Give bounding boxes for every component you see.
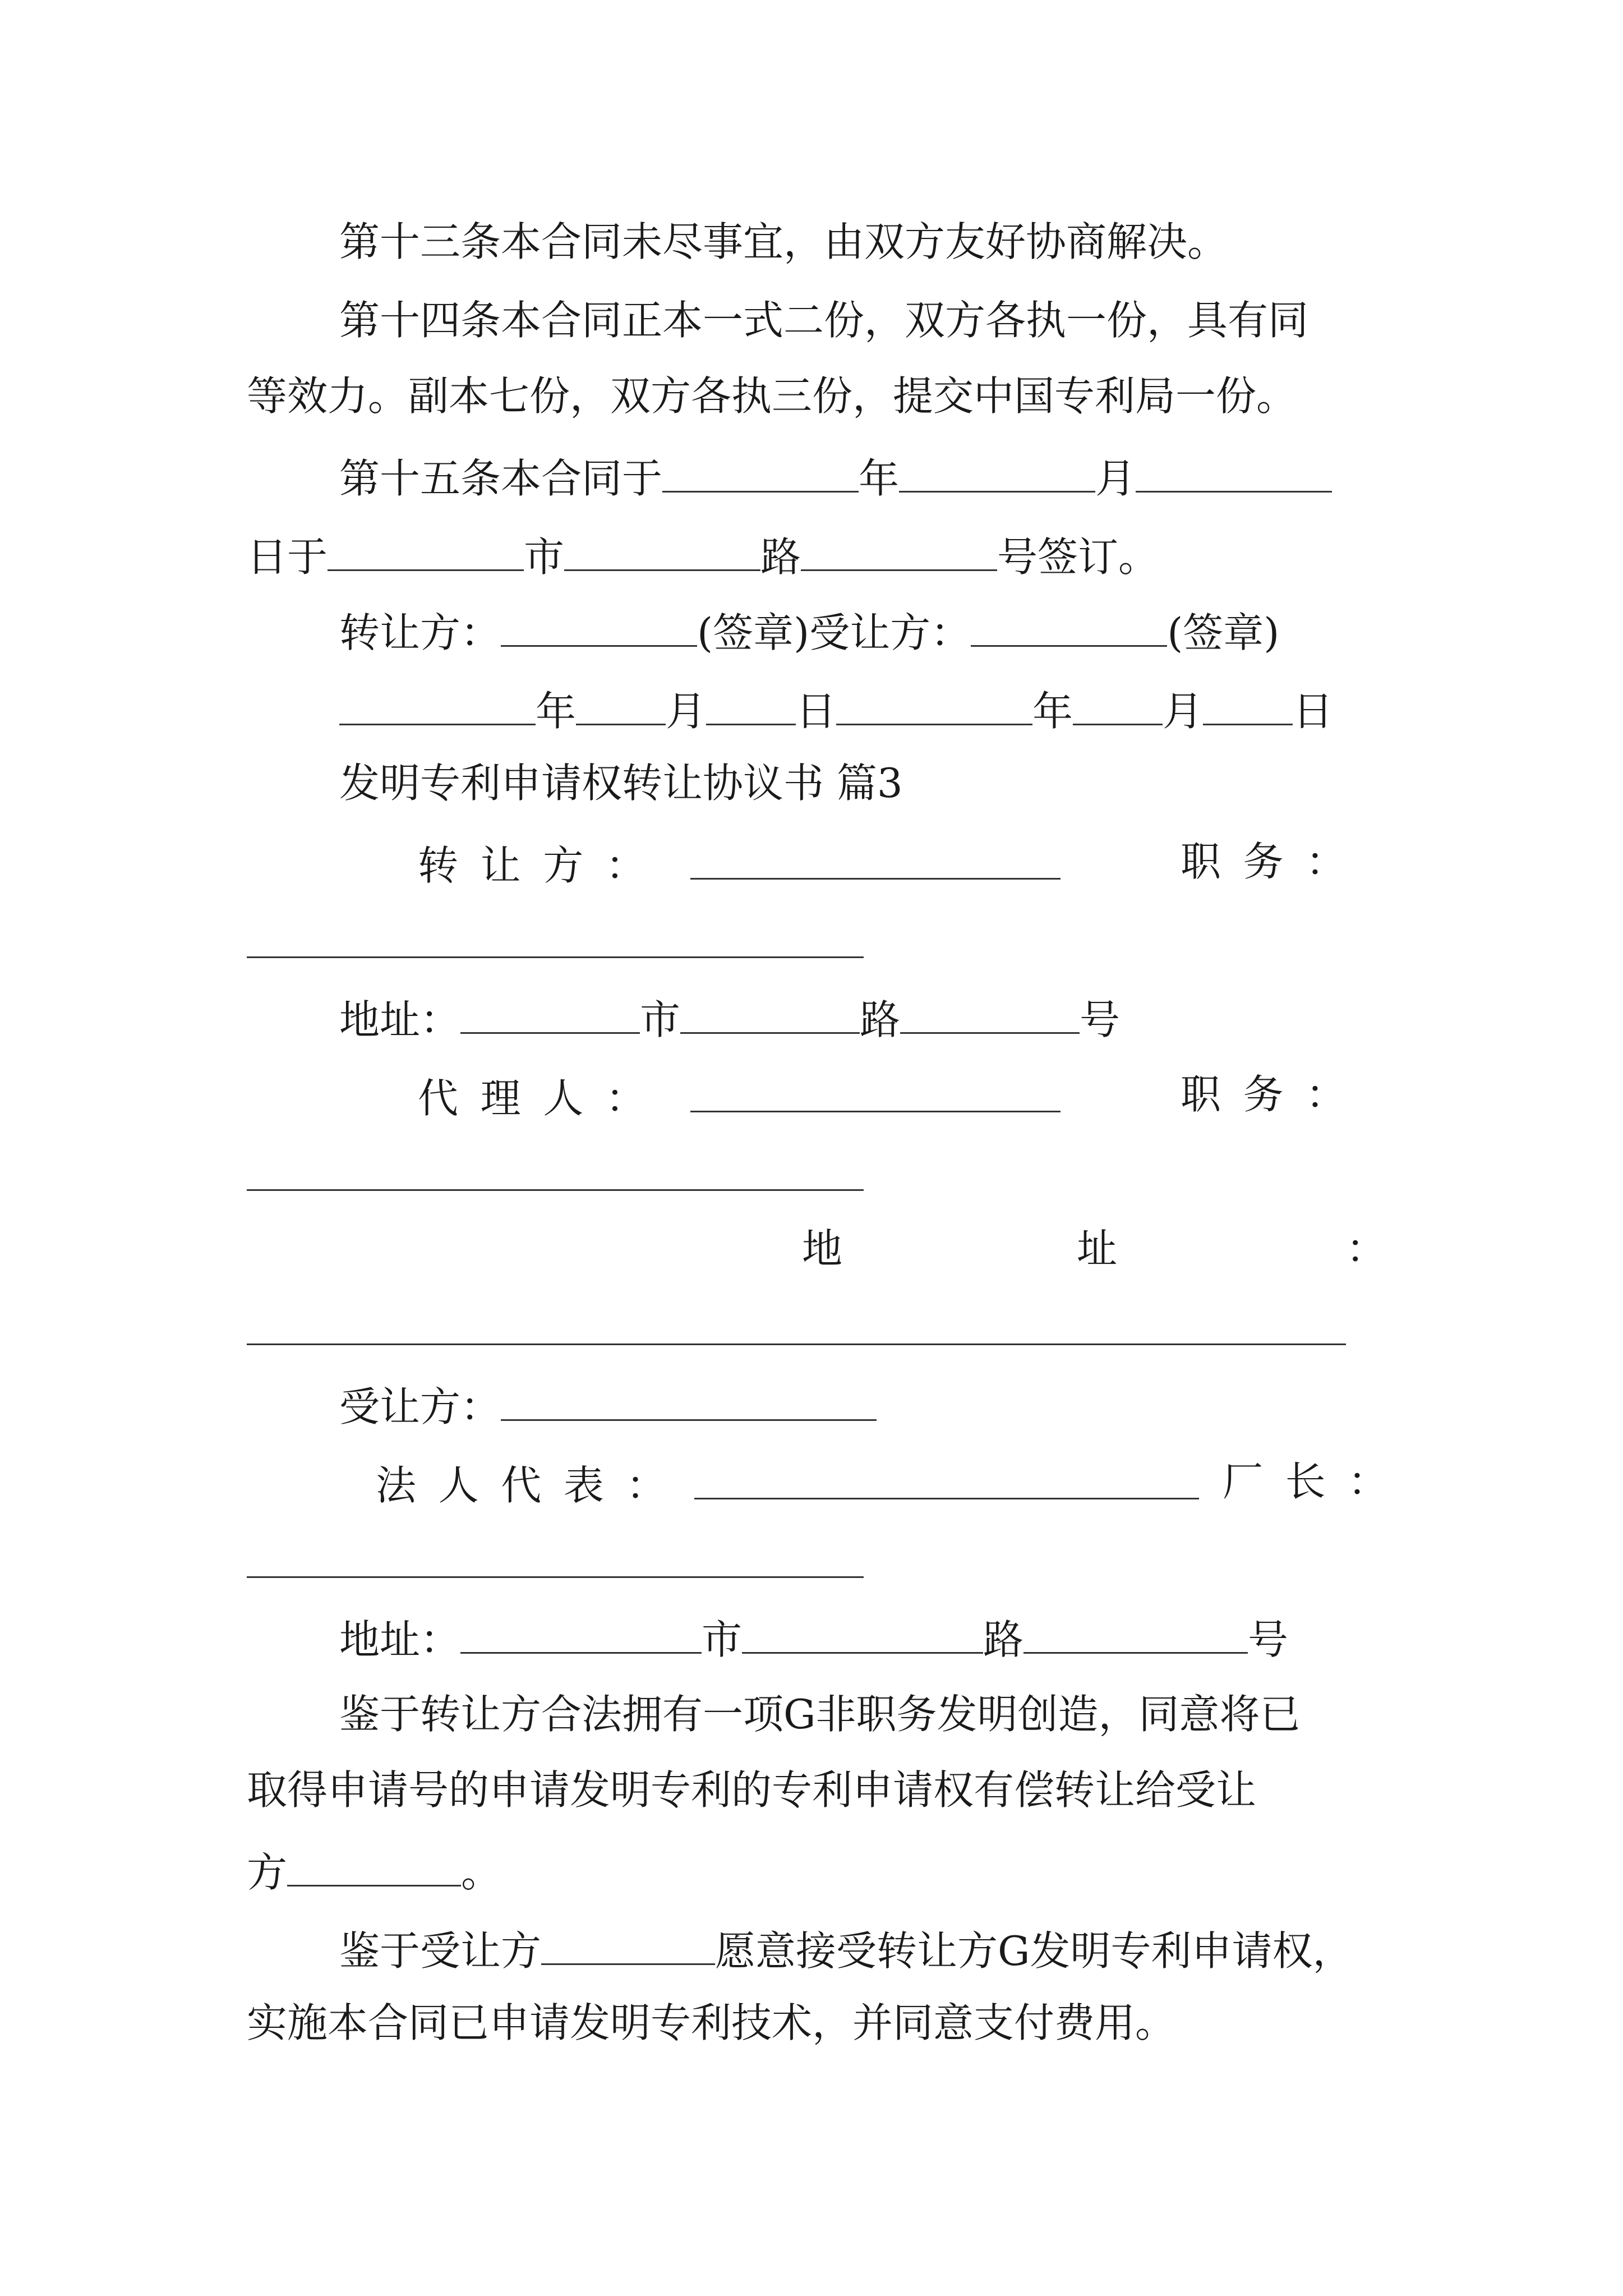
director-label bbox=[1223, 1458, 1410, 1505]
date1-month-blank[interactable] bbox=[576, 687, 666, 725]
address3-road-blank[interactable] bbox=[742, 1616, 983, 1654]
para1-line3 bbox=[247, 1848, 502, 1896]
address1-road: 路 bbox=[860, 996, 901, 1043]
article-13: 第十三条本合同未尽事宜，由双方友好协商解决。 bbox=[339, 218, 1228, 265]
address1-no: 号 bbox=[1080, 996, 1121, 1043]
date1-day: 日 bbox=[796, 687, 837, 735]
transferee-label: 受让方： bbox=[809, 609, 971, 656]
date1-month: 月 bbox=[666, 687, 707, 735]
address3-road: 路 bbox=[983, 1616, 1024, 1663]
transferor-post-blank[interactable] bbox=[247, 956, 864, 958]
address2-colon: ： bbox=[1346, 1225, 1387, 1272]
date2-day-blank[interactable] bbox=[1203, 687, 1293, 725]
address1-no-blank[interactable] bbox=[900, 996, 1080, 1034]
address3-no: 号 bbox=[1248, 1616, 1289, 1663]
blank-month[interactable] bbox=[899, 454, 1095, 493]
article-15-prefix: 第十五条本合同于 bbox=[339, 454, 663, 502]
blank-city[interactable] bbox=[328, 533, 524, 571]
agent-label: 代理人： bbox=[418, 1074, 668, 1122]
article-15-line1 bbox=[339, 454, 1332, 502]
date1-year-blank[interactable] bbox=[339, 687, 536, 725]
transferor-signature-blank[interactable] bbox=[501, 609, 697, 647]
section-heading: 发明专利申请权转让协议书 篇3 bbox=[339, 760, 903, 807]
date2-month-blank[interactable] bbox=[1073, 687, 1163, 725]
year-char: 年 bbox=[859, 454, 900, 502]
transferor-field-label: 转让方： bbox=[418, 841, 668, 889]
date-line bbox=[339, 687, 1334, 735]
signature-line bbox=[339, 609, 1280, 656]
article-15-line2 bbox=[247, 533, 1159, 581]
agent-name-blank[interactable] bbox=[690, 1074, 1061, 1112]
address3-city-blank[interactable] bbox=[460, 1616, 702, 1654]
para2-transferee-blank[interactable] bbox=[541, 1927, 715, 1965]
date2-day: 日 bbox=[1293, 687, 1334, 735]
para1-line1: 鉴于转让方合法拥有一项G非职务发明创造，同意将已 bbox=[339, 1691, 1301, 1738]
address1-city: 市 bbox=[640, 996, 681, 1043]
agent-post-label bbox=[1181, 1071, 1368, 1118]
address2-char-a: 地 bbox=[802, 1225, 843, 1272]
transferee-name-blank[interactable] bbox=[501, 1383, 877, 1421]
transferee-seal: (签章) bbox=[1167, 609, 1280, 656]
date2-month: 月 bbox=[1163, 687, 1204, 735]
transferor-post-text: 职务： bbox=[1181, 838, 1368, 885]
date2-year: 年 bbox=[1032, 687, 1073, 735]
blank-road[interactable] bbox=[564, 533, 760, 571]
date2-year-blank[interactable] bbox=[836, 687, 1032, 725]
para2-line2: 实施本合同已申请发明专利技术，并同意支付费用。 bbox=[247, 1999, 1176, 2046]
transferor-post-label bbox=[1181, 838, 1368, 885]
article-14-line2: 等效力。副本七份，双方各执三份，提交中国专利局一份。 bbox=[247, 372, 1297, 420]
address1-label: 地址： bbox=[339, 996, 461, 1043]
address1-city-blank[interactable] bbox=[460, 996, 640, 1034]
agent-field bbox=[418, 1074, 1061, 1122]
para2-start: 鉴于受让方 bbox=[339, 1927, 542, 1975]
transferor-seal: (签章) bbox=[697, 609, 810, 656]
para1-transferee-blank[interactable] bbox=[287, 1848, 461, 1887]
transferee-field bbox=[339, 1383, 877, 1430]
city-char: 市 bbox=[524, 533, 565, 581]
article-14-line1: 第十四条本合同正本一式二份，双方各执一份，具有同 bbox=[339, 297, 1309, 344]
transferor-name-blank[interactable] bbox=[690, 841, 1061, 880]
legal-rep-blank[interactable] bbox=[694, 1461, 1199, 1499]
day-at-char: 日于 bbox=[247, 533, 328, 581]
address3-city: 市 bbox=[702, 1616, 743, 1663]
director-blank[interactable] bbox=[247, 1576, 864, 1578]
address3-label: 地址： bbox=[339, 1616, 461, 1663]
blank-number[interactable] bbox=[801, 533, 997, 571]
para1-line2: 取得申请号的申请发明专利的专利申请权有偿转让给受让 bbox=[247, 1766, 1257, 1814]
date1-day-blank[interactable] bbox=[706, 687, 796, 725]
transferee-field-label: 受让方： bbox=[339, 1383, 501, 1430]
transferor-label: 转让方： bbox=[339, 609, 501, 656]
month-char: 月 bbox=[1095, 454, 1136, 502]
transferor-field bbox=[418, 841, 1061, 889]
agent-post-blank[interactable] bbox=[247, 1189, 864, 1191]
address-line-1 bbox=[339, 996, 1121, 1043]
transferee-signature-blank[interactable] bbox=[971, 609, 1167, 647]
address2-char-b: 址 bbox=[1077, 1225, 1118, 1272]
address-line-3 bbox=[339, 1616, 1289, 1663]
sign-text: 号签订。 bbox=[997, 533, 1159, 581]
para1-period: 。 bbox=[461, 1848, 502, 1896]
legal-rep-label: 法人代表： bbox=[376, 1461, 689, 1509]
address3-no-blank[interactable] bbox=[1023, 1616, 1248, 1654]
para2-line1 bbox=[339, 1927, 1353, 1975]
para2-rest: 愿意接受转让方G发明专利申请权， bbox=[715, 1927, 1353, 1975]
address1-road-blank[interactable] bbox=[680, 996, 860, 1034]
agent-post-text: 职务： bbox=[1181, 1071, 1368, 1118]
date1-year: 年 bbox=[536, 687, 577, 735]
para1-fang: 方 bbox=[247, 1848, 288, 1896]
legal-rep-field bbox=[376, 1461, 1199, 1509]
director-text: 厂长： bbox=[1223, 1458, 1410, 1505]
road-char: 路 bbox=[760, 533, 801, 581]
blank-day[interactable] bbox=[1136, 454, 1332, 493]
blank-year[interactable] bbox=[662, 454, 859, 493]
address2-blank[interactable] bbox=[247, 1343, 1346, 1345]
